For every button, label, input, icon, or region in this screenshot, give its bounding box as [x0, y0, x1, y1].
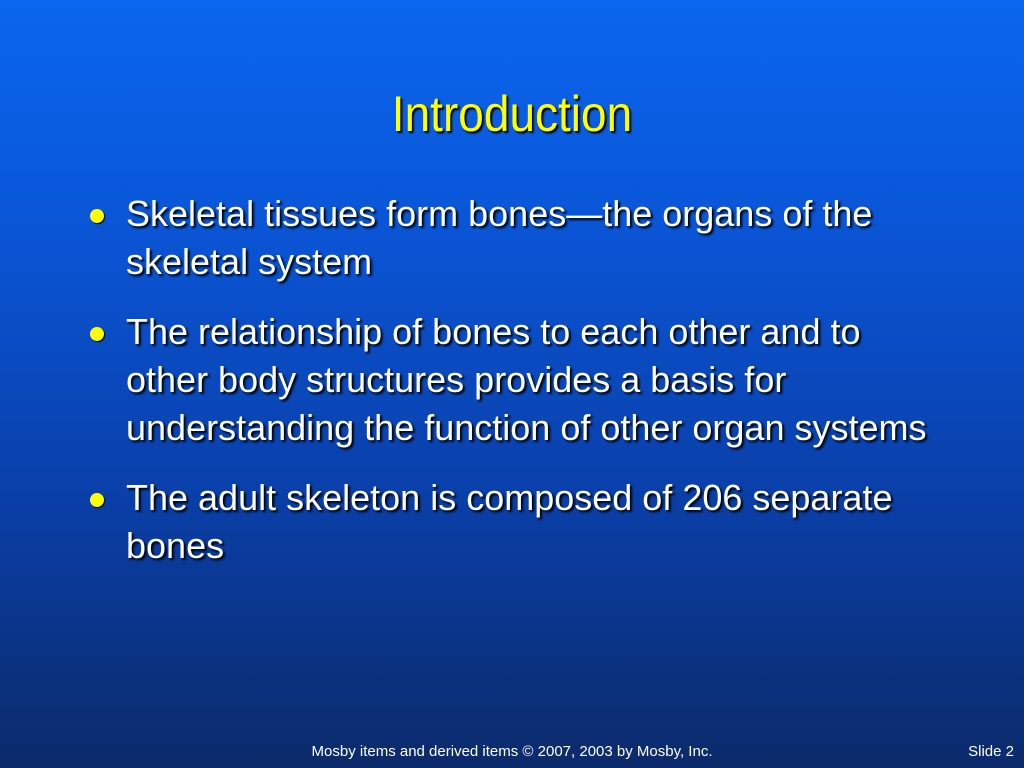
bullet-list — [88, 190, 948, 592]
bullet-text: The adult skeleton is composed of 206 separate bones — [126, 477, 893, 566]
footer-copyright: Mosby items and derived items © 2007, 2003 by Mosby, Inc. — [311, 743, 713, 760]
bullet-item — [88, 474, 948, 570]
bullet-dot-icon — [90, 209, 104, 223]
bullet-text: Skeletal tissues form bones—the organs of the skeletal system — [126, 193, 873, 282]
slide-number: Slide 2 — [968, 743, 1014, 760]
bullet-dot-icon — [90, 327, 104, 341]
bullet-item — [88, 190, 948, 286]
bullet-item — [88, 308, 948, 452]
bullet-text: The relationship of bones to each other and to other body structures provides a basis for understanding the function of other organ systems — [126, 311, 927, 448]
slide-title: Introduction — [391, 86, 633, 142]
bullet-dot-icon — [90, 493, 104, 507]
